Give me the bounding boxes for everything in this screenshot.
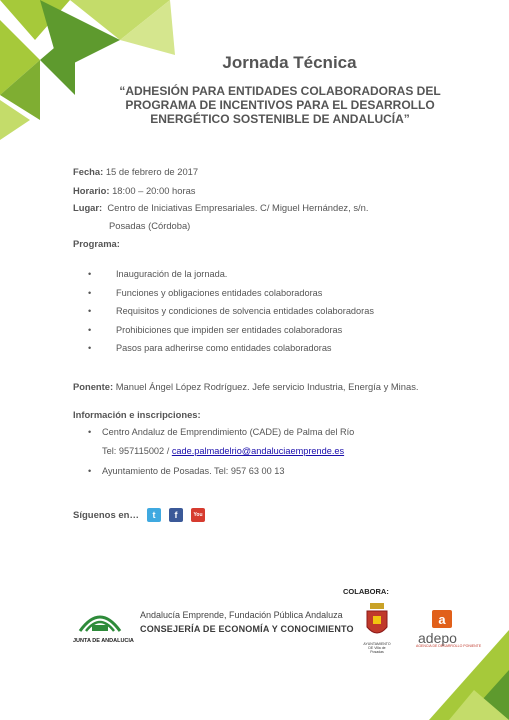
adepo-logo-icon [432, 610, 452, 628]
ponente-value: Manuel Ángel López Rodríguez. Jefe servicio Industria, Energía y Minas. [115, 381, 419, 392]
programa-list [88, 269, 374, 362]
lugar-row [73, 202, 368, 213]
bullet-icon: • [88, 287, 92, 298]
adepo-wordmark: adepo [418, 630, 457, 646]
email-link[interactable]: cade.palmadelrio@andaluciaemprende.es [171, 446, 345, 456]
facebook-icon[interactable]: f [169, 508, 183, 522]
list-item-text: Requisitos y condiciones de solvencia entidades colaboradoras [116, 306, 374, 316]
junta-andalucia-logo [72, 603, 128, 639]
bullet-icon: • [88, 306, 92, 316]
lugar-value: Centro de Iniciativas Empresariales. C/ Miguel Hernández, s/n. [107, 202, 369, 213]
horario-row [73, 185, 195, 196]
fecha-label: Fecha: [73, 166, 104, 177]
list-item-text: Inauguración de la jornada. [116, 269, 228, 279]
list-item [88, 306, 374, 325]
social-row [73, 508, 213, 522]
fecha-value: 15 de febrero de 2017 [105, 166, 199, 177]
programa-label: Programa: [73, 238, 120, 249]
lugar-label: Lugar: [73, 202, 103, 213]
list-item [88, 325, 374, 344]
bullet-icon: • [88, 324, 92, 335]
inscripciones-item [88, 427, 354, 437]
tel-cade: Tel: 957115002 / [102, 446, 170, 456]
subtitle-line: PROGRAMA DE INCENTIVOS PARA EL DESARROLLO [125, 98, 435, 112]
list-item [88, 343, 374, 362]
ponente-label: Ponente: [73, 381, 114, 392]
junta-text: JUNTA DE ANDALUCIA [73, 638, 134, 644]
bullet-icon: • [88, 343, 92, 353]
andalucia-emprende-text: Andalucía Emprende, Fundación Pública Andaluza [140, 610, 343, 620]
page-title: Jornada Técnica [222, 53, 357, 72]
bullet-icon: • [88, 427, 92, 437]
youtube-icon[interactable]: You [191, 508, 205, 522]
fecha-row [73, 166, 198, 177]
posadas-crest-text: AYUNTAMIENTO DE Villa de Posadas [363, 642, 391, 654]
list-item-text: Funciones y obligaciones entidades colaboradoras [116, 287, 323, 298]
consejeria-text: CONSEJERÍA DE ECONOMÍA Y CONOCIMIENTO [140, 624, 354, 634]
list-item-text: Prohibiciones que impiden ser entidades colaboradoras [116, 324, 343, 335]
bullet-icon: • [88, 269, 92, 279]
posadas-crest-icon [364, 603, 390, 641]
subtitle-line: ENERGÉTICO SOSTENIBLE DE ANDALUCÍA” [150, 112, 410, 126]
colabora-label: COLABORA: [343, 587, 389, 596]
horario-value: 18:00 – 20:00 horas [112, 185, 196, 196]
twitter-icon[interactable]: t [147, 508, 161, 522]
subtitle-line: “ADHESIÓN PARA ENTIDADES COLABORADORAS DEL [119, 84, 441, 98]
list-item [88, 269, 374, 288]
adepo-subtitle: AGENCIA DE DESARROLLO PONIENTE [416, 644, 482, 648]
cade-text: Centro Andaluz de Emprendimiento (CADE) de Palma del Río [102, 427, 355, 437]
posadas-text: Ayuntamiento de Posadas. Tel: 957 63 00 13 [102, 466, 285, 476]
cade-contact [102, 446, 344, 456]
list-item [88, 288, 374, 307]
list-item-text: Pasos para adherirse como entidades colaboradoras [116, 343, 332, 353]
bullet-icon: • [88, 466, 92, 476]
svg-text:a: a [438, 612, 446, 627]
inscripciones-label: Información e inscripciones: [73, 409, 201, 420]
social-label: Síguenos en… [73, 509, 139, 521]
lugar-value-line2: Posadas (Córdoba) [109, 220, 191, 231]
horario-label: Horario: [73, 185, 110, 196]
page-subtitle [80, 84, 480, 126]
ponente-row [73, 381, 418, 392]
inscripciones-item [88, 466, 285, 476]
